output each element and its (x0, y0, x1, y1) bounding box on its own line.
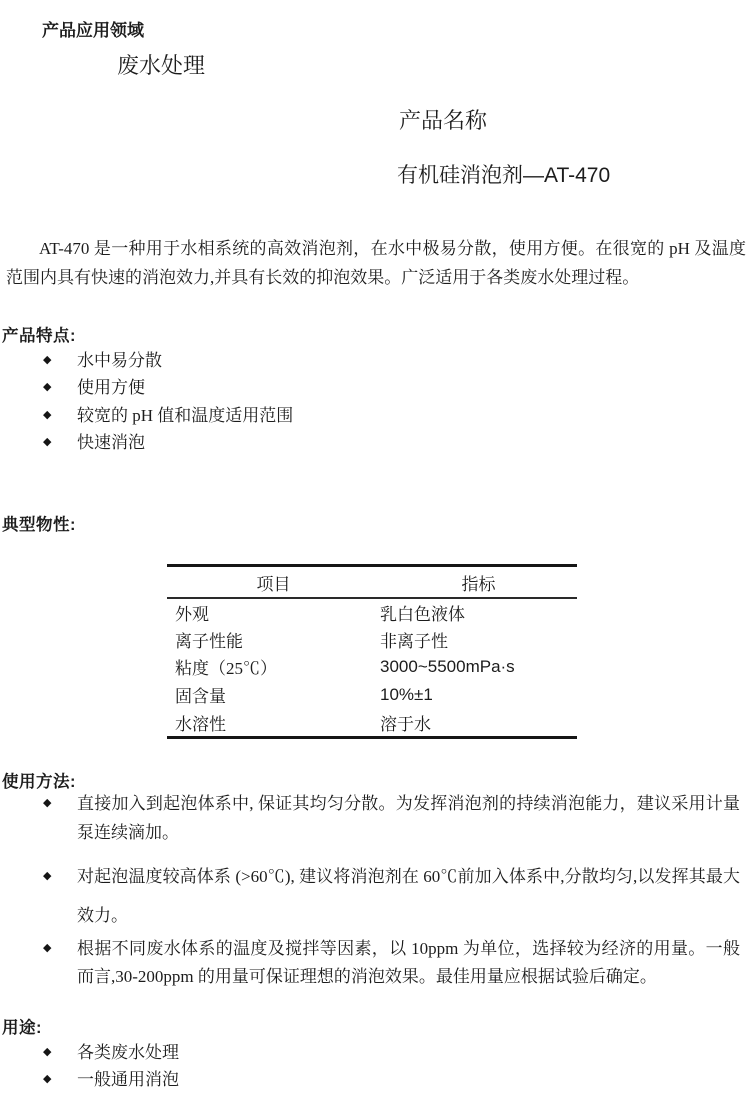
list-item (0, 789, 746, 847)
property-value: 3000~5500mPa·s (380, 656, 515, 676)
product-name-heading: 产品名称 (399, 108, 488, 133)
table-row (167, 708, 577, 736)
list-item (0, 374, 746, 401)
properties-table (167, 564, 577, 739)
feature-text: 快速消泡 (77, 433, 145, 453)
features-list (0, 347, 746, 457)
table-row (167, 626, 577, 654)
diamond-bullet-icon: ◆ (43, 436, 52, 449)
product-model-title: 有机硅消泡剂—AT-470 (397, 164, 611, 187)
diamond-bullet-icon: ◆ (43, 1046, 52, 1058)
use-text: 一般通用消泡 (77, 1070, 179, 1090)
table-row (167, 681, 577, 709)
property-value: 乳白色液体 (380, 604, 465, 624)
features-section-heading: 产品特点: (2, 327, 76, 345)
property-name: 外观 (175, 604, 209, 624)
list-item (0, 429, 746, 456)
property-value: 10%±1 (380, 684, 433, 704)
uses-list (0, 1039, 746, 1094)
list-item (0, 935, 746, 990)
property-name: 离子性能 (175, 631, 243, 651)
table-header-row (167, 567, 577, 598)
diamond-bullet-icon: ◆ (43, 942, 52, 954)
property-name: 粘度（25℃） (175, 659, 277, 679)
property-value: 溶于水 (380, 714, 431, 734)
application-field-value: 废水处理 (117, 53, 206, 78)
intro-paragraph: AT-470 是一种用于水相系统的高效消泡剂，在水中极易分散，使用方便。在很宽的 pH 及温度范围内具有快速的消泡效力,并具有长效的抑泡效果。广泛适用于各类废水处理过程。 (6, 239, 746, 287)
uses-section-heading: 用途: (2, 1019, 42, 1037)
usage-section-heading: 使用方法: (2, 773, 76, 791)
feature-text: 水中易分散 (77, 351, 162, 370)
diamond-bullet-icon: ◆ (43, 408, 52, 421)
use-text: 各类废水处理 (77, 1043, 179, 1062)
diamond-bullet-icon: ◆ (43, 870, 52, 882)
usage-text: 根据不同废水体系的温度及搅拌等因素，以 10ppm 为单位，选择较为经济的用量。一般而言,30-200ppm 的用量可保证理想的消泡效果。最佳用量应根据试验后确定。 (77, 939, 740, 986)
application-field-heading: 产品应用领域 (42, 21, 144, 40)
list-item (0, 1039, 746, 1066)
list-item (0, 857, 746, 935)
column-header-spec: 指标 (380, 567, 577, 598)
diamond-bullet-icon: ◆ (43, 354, 52, 366)
property-name: 水溶性 (175, 714, 226, 734)
feature-text: 较宽的 pH 值和温度适用范围 (77, 405, 294, 425)
feature-text: 使用方便 (77, 378, 145, 398)
usage-text: 直接加入到起泡体系中, 保证其均匀分散。为发挥消泡剂的持续消泡能力，建议采用计量泵连续滴加。 (77, 794, 740, 842)
column-header-item: 项目 (167, 567, 380, 598)
property-name: 固含量 (175, 687, 226, 707)
table-row (167, 598, 577, 626)
property-value: 非离子性 (380, 631, 448, 651)
diamond-bullet-icon: ◆ (43, 1073, 52, 1086)
diamond-bullet-icon: ◆ (43, 797, 52, 809)
usage-list (0, 789, 746, 990)
list-item (0, 402, 746, 429)
properties-section-heading: 典型物性: (2, 516, 76, 534)
diamond-bullet-icon: ◆ (43, 381, 52, 394)
usage-text: 对起泡温度较高体系 (>60℃), 建议将消泡剂在 60℃前加入体系中,分散均匀,以发挥其最大效力。 (77, 867, 740, 925)
list-item (0, 347, 746, 374)
list-item (0, 1066, 746, 1093)
table-row (167, 653, 577, 681)
